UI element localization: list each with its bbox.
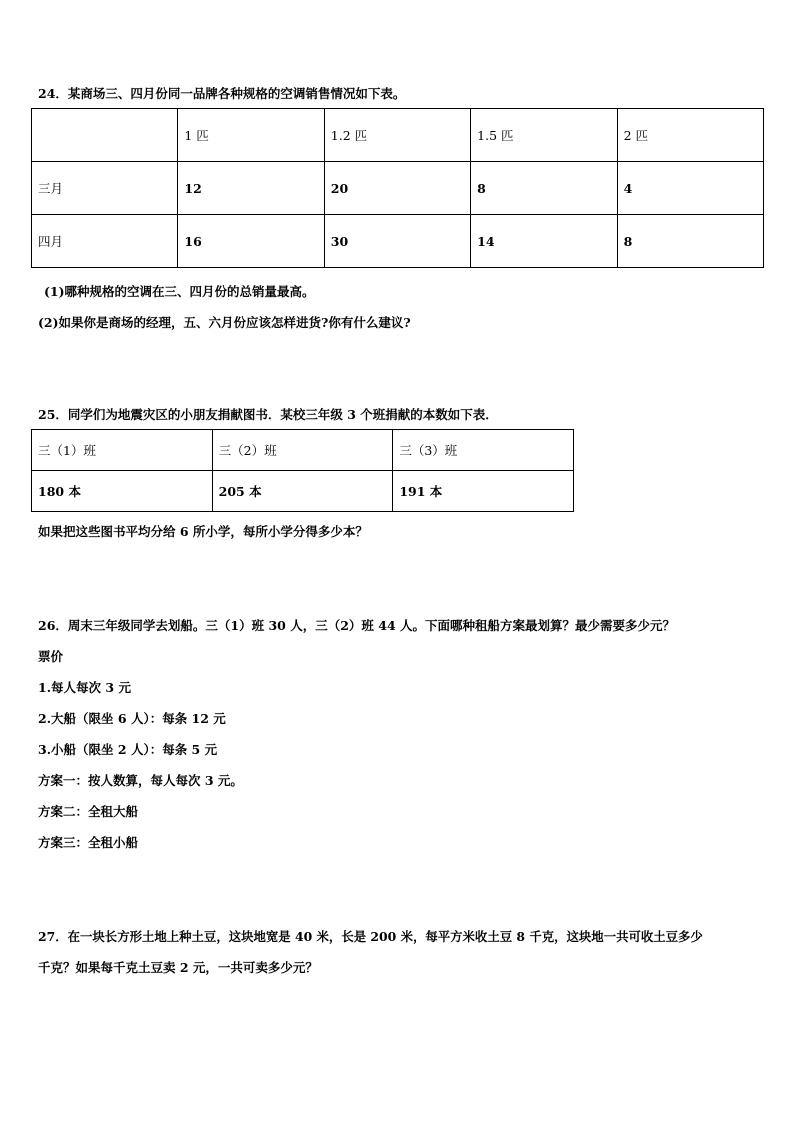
q26-price-item: 1.每人每次 3 元 xyxy=(38,680,131,695)
q27-line1: 27．在一块长方形土地上种土豆，这块地宽是 40 米，长是 200 米，每平方米收土豆 8 千克，这块地一共可收土豆多少 xyxy=(38,929,703,944)
table-header-row xyxy=(32,430,574,471)
table-cell: 8 xyxy=(617,215,763,268)
table-header-cell: 三（1）班 xyxy=(32,430,213,471)
table-cell: 16 xyxy=(178,215,324,268)
table-header-cell: 三（2）班 xyxy=(212,430,393,471)
table-header-cell: 1 匹 xyxy=(178,109,324,162)
table-cell: 四月 xyxy=(32,215,178,268)
table-header-cell xyxy=(32,109,178,162)
table-header-cell: 1.2 匹 xyxy=(324,109,470,162)
table-cell: 4 xyxy=(617,162,763,215)
table-cell: 30 xyxy=(324,215,470,268)
table-cell: 191 本 xyxy=(393,471,574,512)
q26-plan-item: 方案二：全租大船 xyxy=(38,804,139,819)
q24-sales-table xyxy=(31,108,764,268)
q26-price-item: 3.小船（限坐 2 人）：每条 5 元 xyxy=(38,742,218,757)
q24-sub2: (2)如果你是商场的经理，五、六月份应该怎样进货?你有什么建议? xyxy=(38,315,411,330)
q25-books-table xyxy=(31,429,574,512)
table-cell: 205 本 xyxy=(212,471,393,512)
q24-title: 24．某商场三、四月份同一品牌各种规格的空调销售情况如下表。 xyxy=(38,86,406,101)
table-cell: 180 本 xyxy=(32,471,213,512)
q26-price-label: 票价 xyxy=(38,649,64,664)
q26-title: 26．周末三年级同学去划船。三（1）班 30 人，三（2）班 44 人。下面哪种租船方案最划算？最少需要多少元？ xyxy=(38,618,675,633)
table-header-row xyxy=(32,109,764,162)
table-cell: 8 xyxy=(471,162,617,215)
table-cell: 20 xyxy=(324,162,470,215)
table-cell: 三月 xyxy=(32,162,178,215)
table-row xyxy=(32,471,574,512)
q26-plan-item: 方案一：按人数算，每人每次 3 元。 xyxy=(38,773,243,788)
table-header-cell: 2 匹 xyxy=(617,109,763,162)
table-cell: 14 xyxy=(471,215,617,268)
table-row xyxy=(32,215,764,268)
q26-price-item: 2.大船（限坐 6 人）：每条 12 元 xyxy=(38,711,226,726)
table-header-cell: 三（3）班 xyxy=(393,430,574,471)
q25-question: 如果把这些图书平均分给 6 所小学，每所小学分得多少本？ xyxy=(38,524,368,539)
table-row xyxy=(32,162,764,215)
q24-sub1: (1)哪种规格的空调在三、四月份的总销量最高。 xyxy=(44,284,315,299)
table-cell: 12 xyxy=(178,162,324,215)
q26-plan-item: 方案三：全租小船 xyxy=(38,835,139,850)
q27-line2: 千克？如果每千克土豆卖 2 元，一共可卖多少元？ xyxy=(38,960,318,975)
q25-title: 25．同学们为地震灾区的小朋友捐献图书．某校三年级 3 个班捐献的本数如下表． xyxy=(38,407,498,422)
table-header-cell: 1.5 匹 xyxy=(471,109,617,162)
